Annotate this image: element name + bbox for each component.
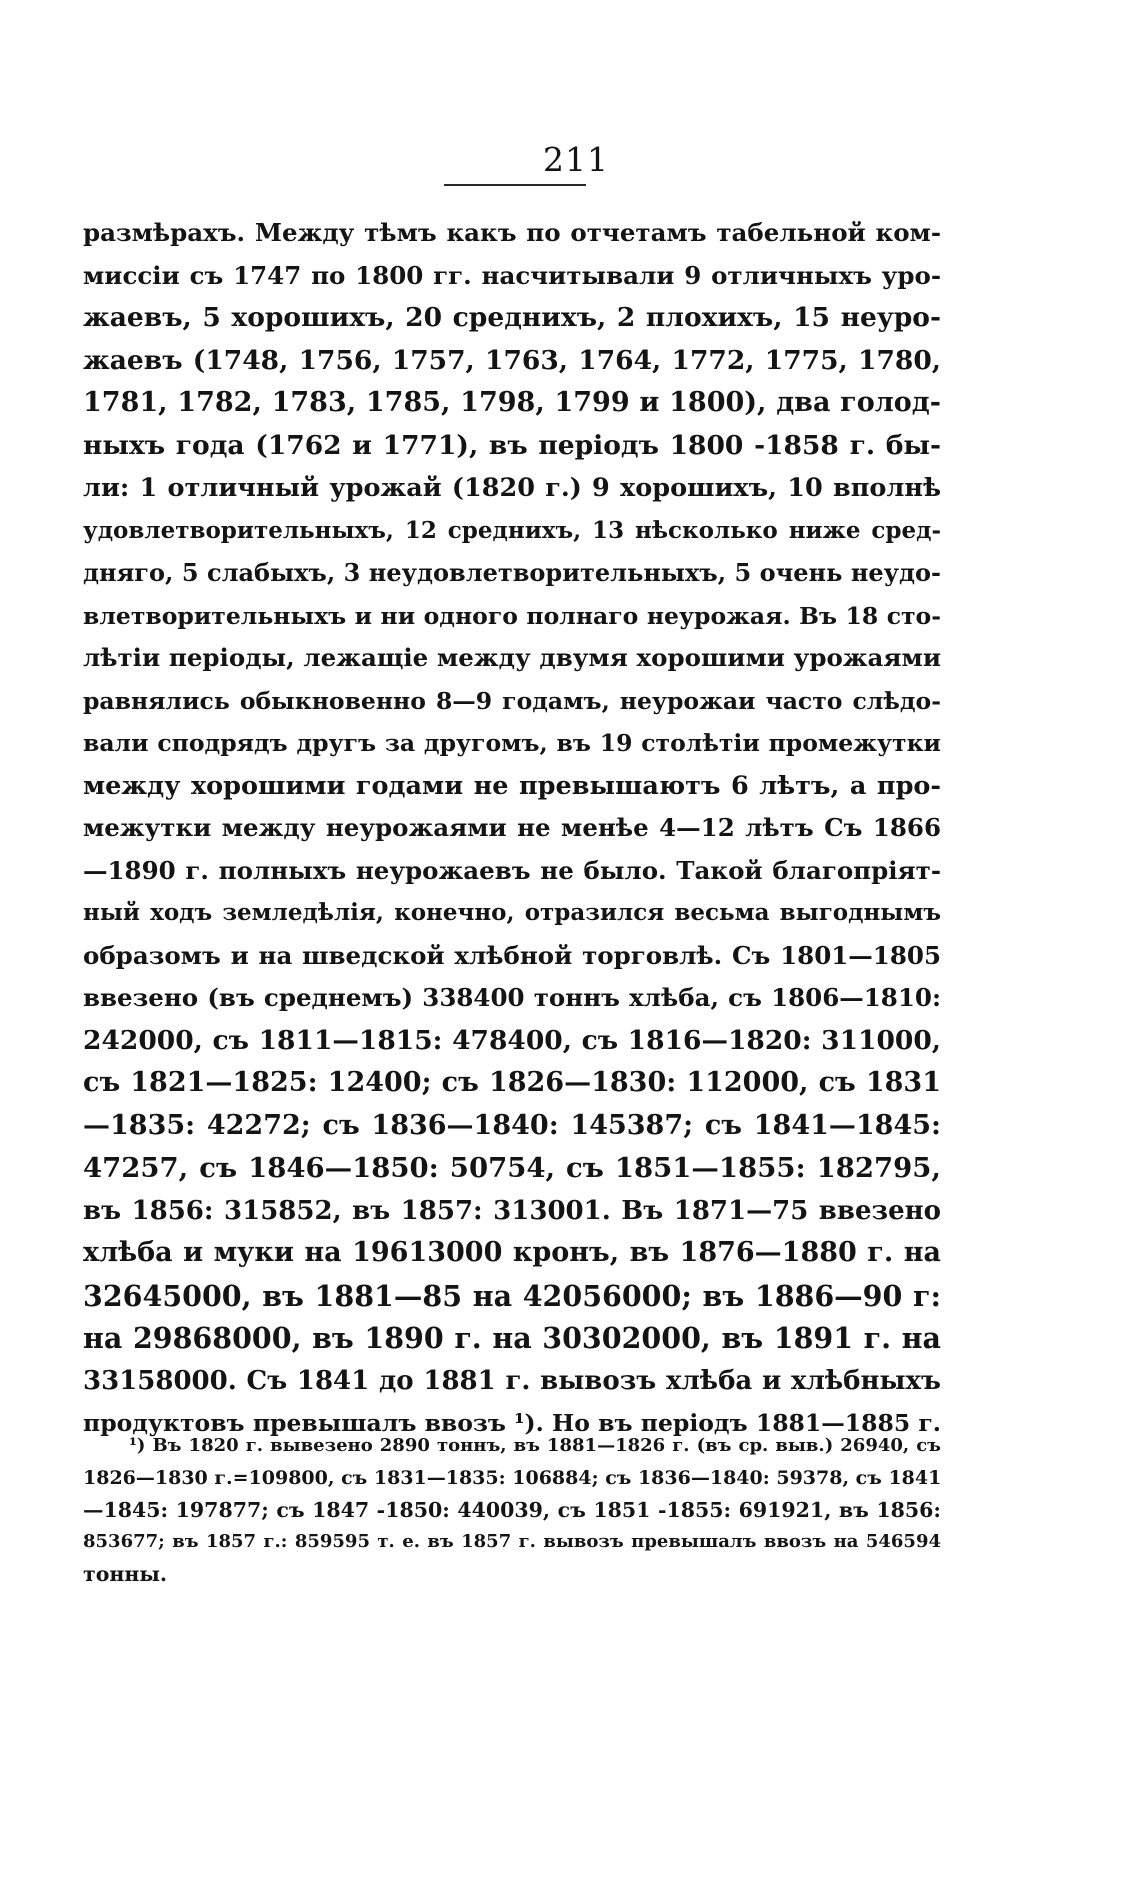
body-line: 242000, съ 1811—1815: 478400, съ 1816—1820: 311000,: [83, 1024, 941, 1056]
body-line: миссіи съ 1747 по 1800 гг. насчитывали 9 отличныхъ уро-: [83, 260, 941, 290]
body-line: съ 1821—1825: 12400; съ 1826—1830: 112000, съ 1831: [83, 1067, 941, 1098]
body-line: равнялись обыкновенно 8—9 годамъ, неурожаи часто слѣдо-: [83, 686, 941, 715]
footnote-line: 1826—1830 г.=109800, съ 1831—1835: 106884; съ 1836—1840: 59378, съ 1841: [83, 1467, 941, 1489]
body-line: размѣрахъ. Между тѣмъ какъ по отчетамъ табельной ком-: [83, 218, 941, 247]
header-rule: [444, 184, 586, 186]
body-line: жаевъ, 5 хорошихъ, 20 среднихъ, 2 плохихъ, 15 неуро-: [83, 302, 941, 333]
page-number: 211: [543, 140, 609, 179]
body-line: —1890 г. полныхъ неурожаевъ не было. Такой благопріят-: [83, 855, 941, 885]
body-line: вали сподрядъ другъ за другомъ, въ 19 столѣтіи промежутки: [83, 729, 941, 757]
footnote-line: ¹) Въ 1820 г. вывезено 2890 тоннъ, въ 1881—1826 г. (въ ср. выв.) 26940, съ: [129, 1435, 941, 1456]
body-line: лѣтіи періоды, лежащіе между двумя хорошими урожаями: [83, 643, 941, 672]
footnote-line: —1845: 197877; съ 1847 -1850: 440039, съ 1851 -1855: 691921, въ 1856:: [83, 1498, 941, 1522]
body-line: дняго, 5 слабыхъ, 3 неудовлетворительныхъ, 5 очень неудо-: [83, 558, 941, 587]
body-line: между хорошими годами не превышаютъ 6 лѣтъ, а про-: [83, 770, 941, 801]
body-line: ли: 1 отличный урожай (1820 г.) 9 хорошихъ, 10 вполнѣ: [83, 473, 941, 503]
body-line: влетворительныхъ и ни одного полнаго неурожая. Въ 18 сто-: [83, 601, 941, 630]
body-text: [83, 212, 941, 1445]
footnote: [83, 1430, 941, 1590]
body-line: ввезено (въ среднемъ) 338400 тоннъ хлѣба, съ 1806—1810:: [83, 983, 941, 1012]
body-line: ный ходъ земледѣлія, конечно, отразился весьма выгоднымъ: [83, 899, 941, 926]
body-line: 33158000. Съ 1841 до 1881 г. вывозъ хлѣба и хлѣбныхъ: [83, 1365, 941, 1396]
body-line: образомъ и на шведской хлѣбной торговлѣ. Съ 1801—1805: [83, 940, 941, 970]
body-line: удовлетворительныхъ, 12 среднихъ, 13 нѣсколько ниже сред-: [83, 516, 941, 544]
body-line: на 29868000, въ 1890 г. на 30302000, въ 1891 г. на: [83, 1321, 941, 1355]
body-line: межутки между неурожаями не менѣе 4—12 лѣтъ Съ 1866: [83, 813, 941, 842]
footnote-line: 853677; въ 1857 г.: 859595 т. е. въ 1857 г. вывозъ превышалъ ввозъ на 546594: [83, 1531, 941, 1552]
body-line: жаевъ (1748, 1756, 1757, 1763, 1764, 1772, 1775, 1780,: [83, 344, 941, 376]
body-line: 47257, съ 1846—1850: 50754, съ 1851—1855: 182795,: [83, 1152, 941, 1184]
body-line: ныхъ года (1762 и 1771), въ періодъ 1800 -1858 г. бы-: [83, 429, 941, 461]
body-line: продуктовъ превышалъ ввозъ ¹). Но въ періодъ 1881—1885 г.: [83, 1409, 941, 1437]
body-line: 1781, 1782, 1783, 1785, 1798, 1799 и 1800), два голод-: [83, 387, 941, 418]
body-line: —1835: 42272; съ 1836—1840: 145387; съ 1841—1845:: [83, 1109, 941, 1141]
footnote-line: тонны.: [83, 1562, 168, 1586]
body-line: 32645000, въ 1881—85 на 42056000; въ 1886—90 г:: [83, 1278, 941, 1313]
body-line: хлѣба и муки на 19613000 кронъ, въ 1876—1880 г. на: [83, 1237, 941, 1268]
body-line: въ 1856: 315852, въ 1857: 313001. Въ 1871—75 ввезено: [83, 1195, 941, 1226]
